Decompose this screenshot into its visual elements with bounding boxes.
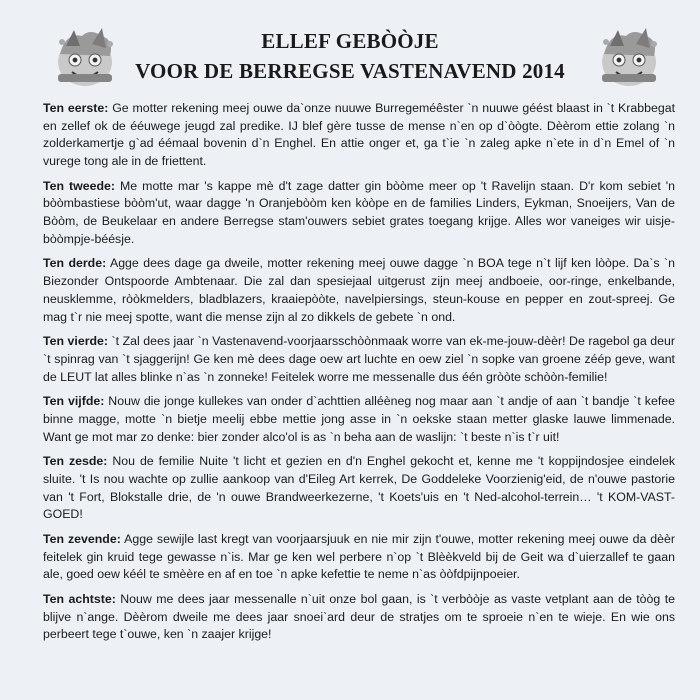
commandment-text: Ge motter rekening meej ouwe da`onze nuuwe Burregeméêster `n nuuwe géést blaast in `t Krabbegat en zellef ok de ééuwege jeugd zal predike. IJ blef gère tusse de mense n`en op d`òògte. Dèèrom ettie zolang `n zolderkamertje g`ad éémaal bovenin d`n Enghel. En attie onger et, ga t`ie `n zaleg apke n`ete in d`n Emel of `n vurege tong ale in de friettent. — [43, 101, 675, 169]
commandment-label: Ten derde: — [43, 256, 107, 271]
title-line-1: ELLEF GEBÒÒJE — [261, 29, 439, 53]
commandment-3 — [43, 255, 675, 326]
commandment-text: Agge sewijle last kregt van voorjaarsjuuk en nie mir zijn t'ouwe, motter rekening meej ouwe da dèèr feitelek gin kruid tege gewasse n`is. Mar ge ken wel perbere n`op `t Blèèkveld bij de Geit wa d`uierzallef te gaan ale, goed oew kéél te smèère en af en toe `n apke kefettie te neme n`as òòfdpijnpoeier. — [43, 531, 676, 582]
commandment-label: Ten vierde: — [43, 334, 109, 349]
commandment-5 — [43, 393, 675, 446]
commandments-list — [43, 100, 675, 651]
commandment-6 — [43, 453, 675, 524]
commandment-8 — [43, 591, 675, 644]
commandment-label: Ten eerste: — [43, 101, 109, 115]
commandment-7 — [43, 531, 675, 584]
commandment-4 — [43, 333, 675, 386]
commandment-label: Ten tweede: — [43, 178, 115, 193]
commandment-label: Ten zesde: — [43, 454, 108, 469]
commandment-label: Ten zevende: — [43, 531, 121, 546]
commandment-text: Nouw die jonge kullekes van onder d`achttien alléèneg nog maar aan `t andje of aan `t bandje `t kefee binne magge, motte `n bietje meelij ebbe mettie jong asse in `n oekske staan metter glaske lauwe limmenade. Want ge mot mar zo denke: bier zonder alco'ol is as `n beha aan de waslijn: `t beste n`is t`r uit! — [43, 394, 675, 444]
commandment-text: Agge dees dage ga dweile, motter rekening meej ouwe dagge `n BOA tege n`t lijf ken lòòpe. Da`s `n Biezonder Ontspoorde Ambtenaar. Die zal dan spesiejaal uitgerust zijn meej andboeie, oor-ringe, enkelbande, neusklemme, ròòkmelders, bladblazers, kraaiepòòte, navelpiersings, steun-kouse en pepper en zout-spreej. Ge mag t`r nie meej spotte, want die mense zijn al zo dikkels de gebete `n ond. — [43, 256, 675, 324]
commandment-text: Nouw me dees jaar messenalle n`uit onze bol gaan, is `t verbòòje as vaste vetplant aan de tòòg te blijve n`ange. Dèèrom dweile me dees jaar snoei`ard deur de stratjes om te sproeie n`en te wieje. En wie ons perbeert tege t`ouwe, ken `n zaajer krijge! — [43, 591, 676, 642]
commandment-label: Ten vijfde: — [43, 394, 105, 409]
commandment-text: Me motte mar 's kappe mè d't zage datter gin bòòme meer op 't Ravelijn staan. D'r kom sebiet 'n bòòmbastiese bòòm'ut, waar dagge 'n Oranjebòòm ken kòòpe en de families Linders, Eykman, Snoeijers, Van de Bòòm, de Beukelaar en andere Berregse stam'ouwers sebiet grates toegang krijge. Alles wor vaneiges wir uisje-bòòmpje-béésje. — [43, 178, 675, 246]
carnival-emblem-right-icon — [596, 24, 662, 90]
document-title — [100, 26, 600, 86]
commandment-1 — [43, 100, 675, 171]
commandment-label: Ten achtste: — [43, 591, 116, 606]
commandment-text: `t Zal dees jaar `n Vastenavend-voorjaarsschòònmaak worre van ek-me-jouw-dèèr! De ragebol ga deur `t spinrag van `t sjaggerijn! Ge ken mè dees dage oew art luchte en oew ziel `n sopke van groene zéép geve, want de LEUT lat alles blinke n`as `n zonneke! Feitelek worre me messenalle dus één gròòte schòòn-femilie! — [43, 334, 675, 384]
title-line-2: VOOR DE BERREGSE VASTENAVEND 2014 — [135, 59, 565, 83]
commandment-text: Nou de femilie Nuite 't licht et gezien en d'n Enghel gekocht et, kenne me 't koppijndosjee eindelek sluite. 't Is nou wachte op zullie aankoop van d'Eileg Art kerrek, De Goddeleke Voorzienig'eid, de n'ouwe pastorie van 't Fort, Blokstalle drie, de 'n ouwe Brandweerkezerne, 't Koets'uis en 't Ned-alcohol-terrein… 't KOM-VAST-GOED! — [43, 454, 675, 522]
commandment-2 — [43, 178, 675, 249]
